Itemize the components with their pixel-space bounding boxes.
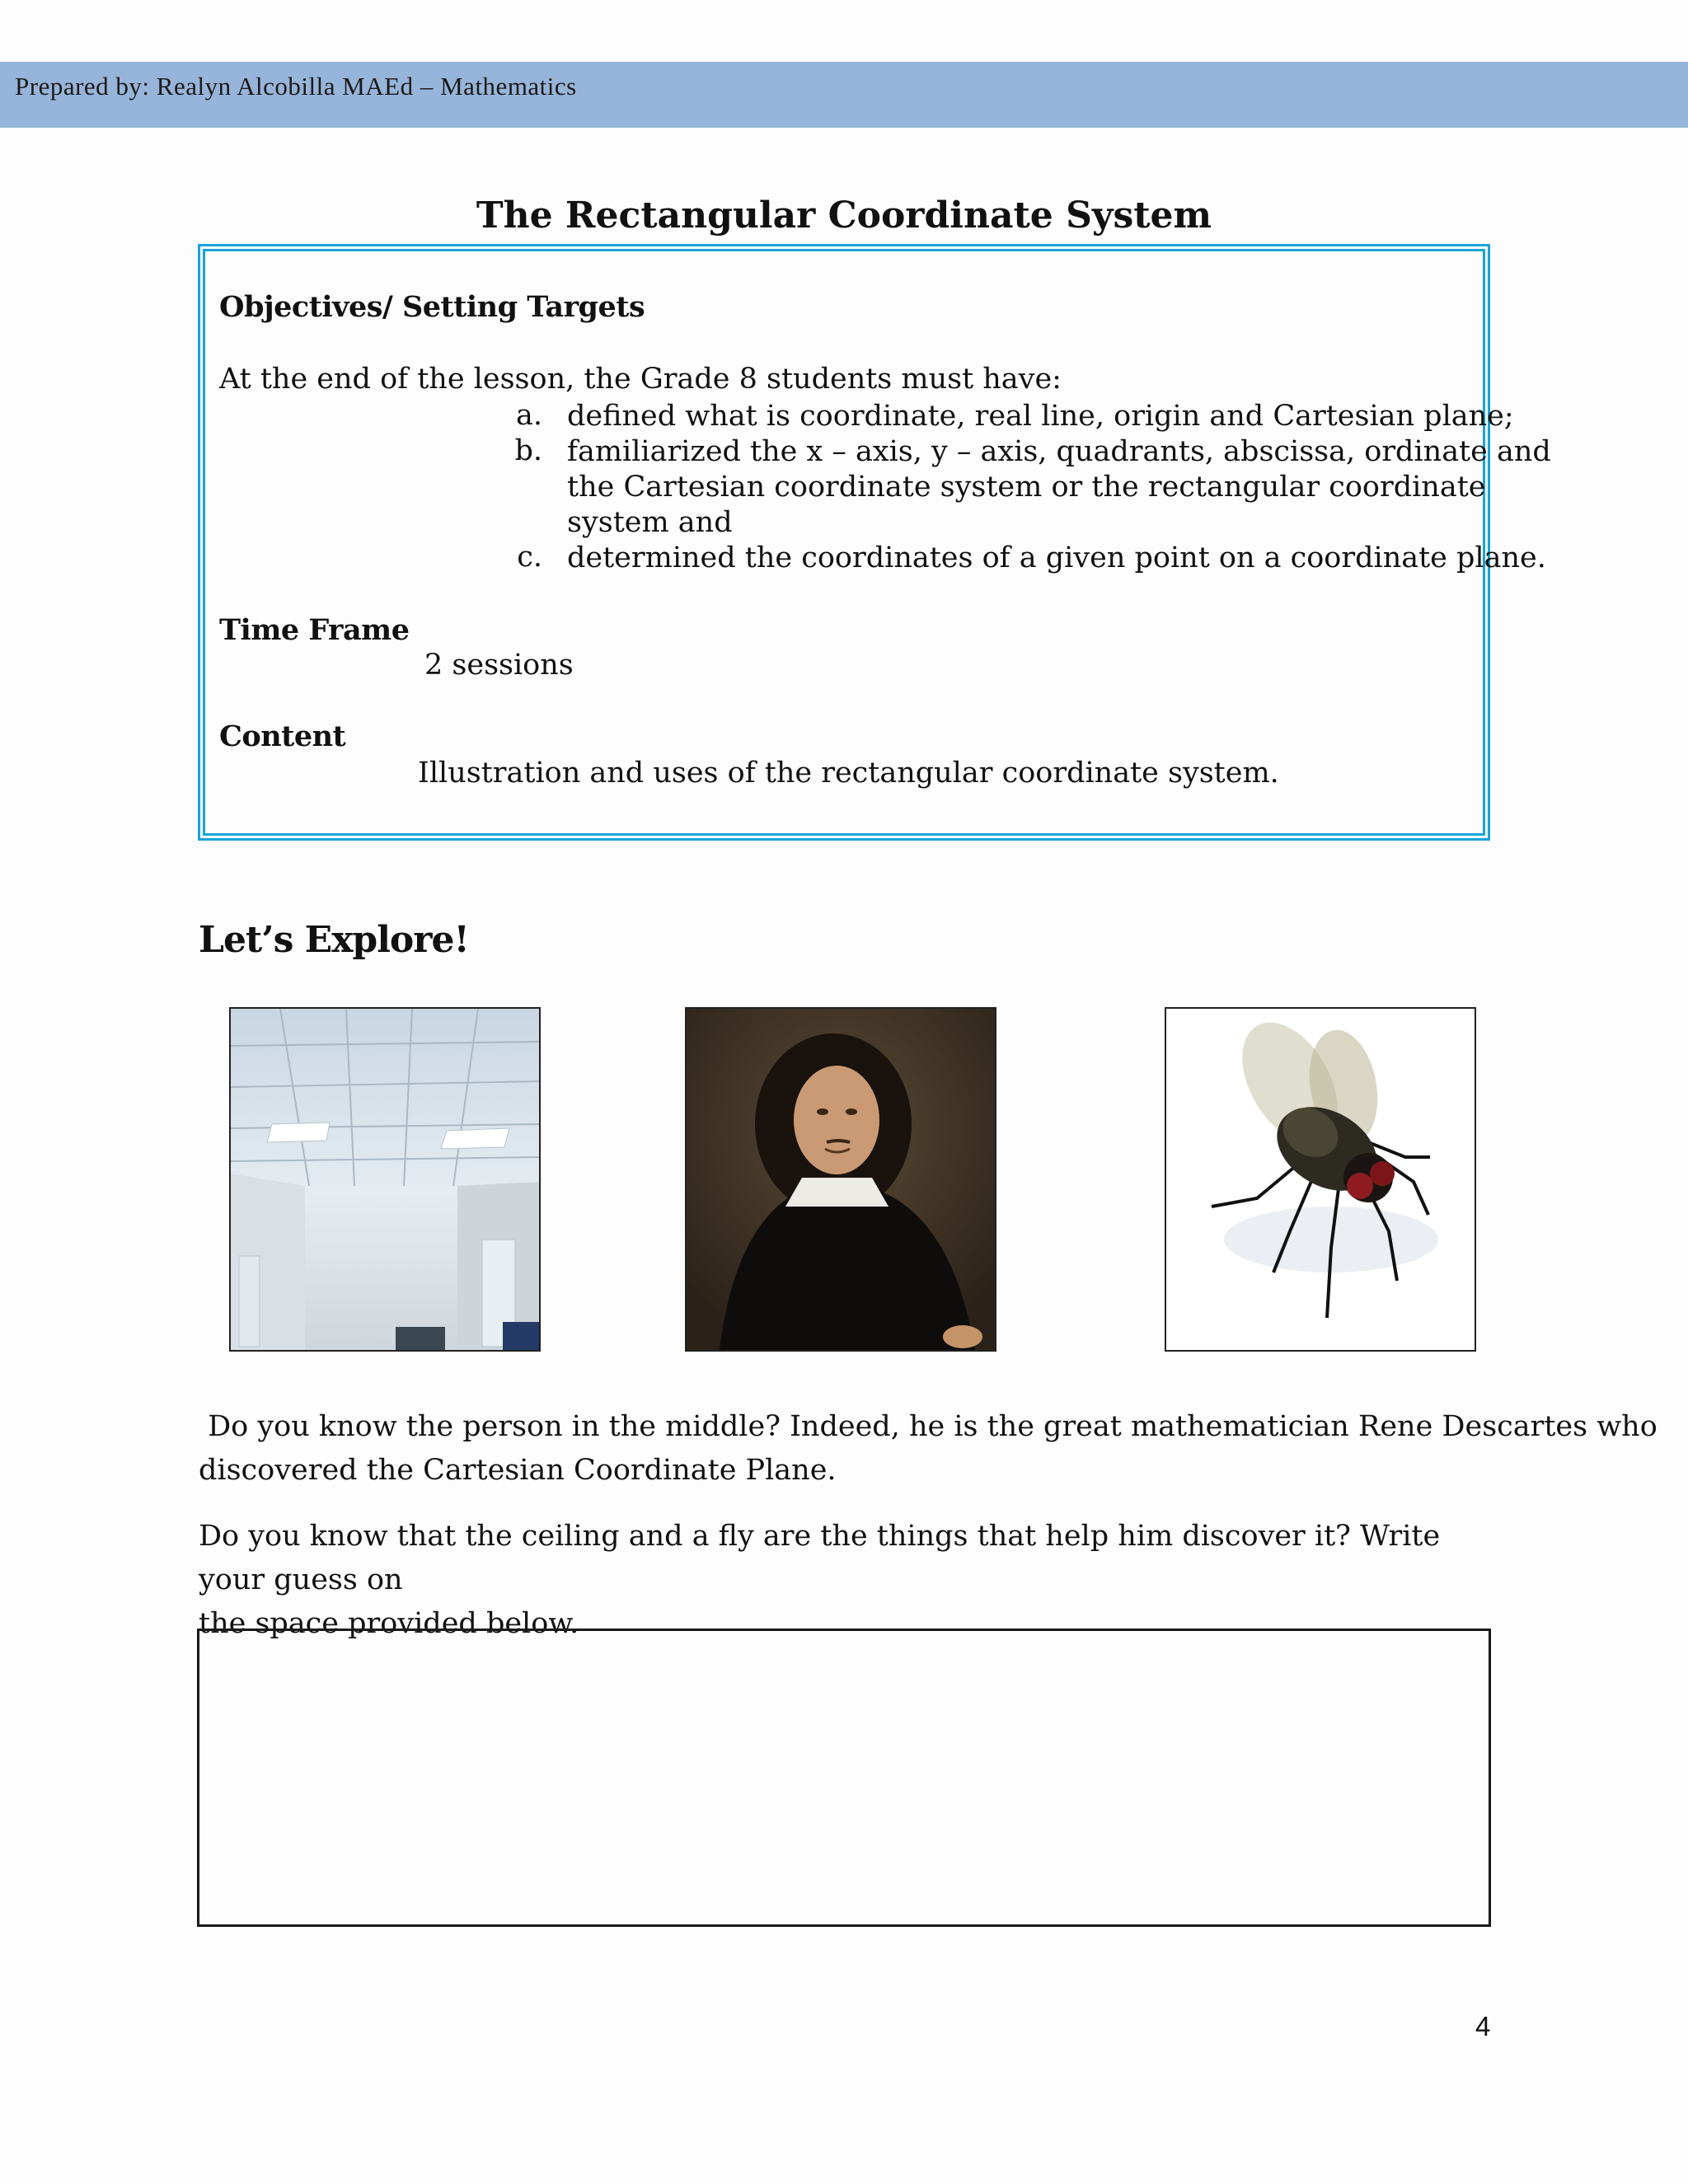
objectives-heading: Objectives/ Setting Targets xyxy=(219,290,645,324)
paragraph-line: discovered the Cartesian Coordinate Plane. xyxy=(199,1454,837,1487)
fly-photo xyxy=(1165,1007,1476,1352)
item-b-line: system and xyxy=(567,506,733,539)
item-a-line: defined what is coordinate, real line, origin and Cartesian plane; xyxy=(567,400,1514,433)
item-b-line: the Cartesian coordinate system or the rectangular coordinate xyxy=(567,471,1486,504)
item-letter-c: c. xyxy=(517,541,542,574)
objectives-intro: At the end of the lesson, the Grade 8 students must have: xyxy=(219,363,1062,396)
page-number: 4 xyxy=(1475,2011,1491,2041)
lets-explore-heading: Let’s Explore! xyxy=(199,919,469,961)
item-c-line: determined the coordinates of a given point on a coordinate plane. xyxy=(567,541,1546,574)
time-frame-value: 2 sessions xyxy=(424,649,574,682)
item-letter-a: a. xyxy=(516,399,542,432)
item-b-line: familiarized the x – axis, y – axis, quadrants, abscissa, ordinate and xyxy=(567,435,1551,468)
item-letter-b: b. xyxy=(514,434,542,467)
paragraph-line: Do you know that the ceiling and a fly are the things that help him discover it? Write your guess on xyxy=(199,1520,1441,1596)
prepared-by-text: Prepared by: Realyn Alcobilla MAEd – Mathematics xyxy=(15,72,577,101)
paragraph-line: Do you know the person in the middle? Indeed, he is the great mathematician Rene Descartes who xyxy=(199,1410,1658,1443)
descartes-portrait xyxy=(685,1007,996,1352)
answer-space-box[interactable] xyxy=(197,1629,1491,1927)
paragraph-guess-prompt xyxy=(199,1515,1501,1646)
fly-image xyxy=(1166,1009,1475,1350)
portrait-image xyxy=(687,1009,995,1350)
page-title: The Rectangular Coordinate System xyxy=(476,194,1212,237)
ceiling-photo xyxy=(229,1007,541,1352)
content-value: Illustration and uses of the rectangular coordinate system. xyxy=(418,757,1279,790)
time-frame-heading: Time Frame xyxy=(219,613,410,647)
item-text-a xyxy=(567,399,1514,434)
room-ceiling-image xyxy=(231,1009,539,1350)
paragraph-line: the space provided below. xyxy=(199,1607,579,1640)
item-text-b xyxy=(567,434,1551,541)
item-text-c xyxy=(567,541,1546,576)
header-band xyxy=(0,62,1688,128)
paragraph-descartes xyxy=(199,1405,1658,1493)
content-heading: Content xyxy=(219,719,346,753)
